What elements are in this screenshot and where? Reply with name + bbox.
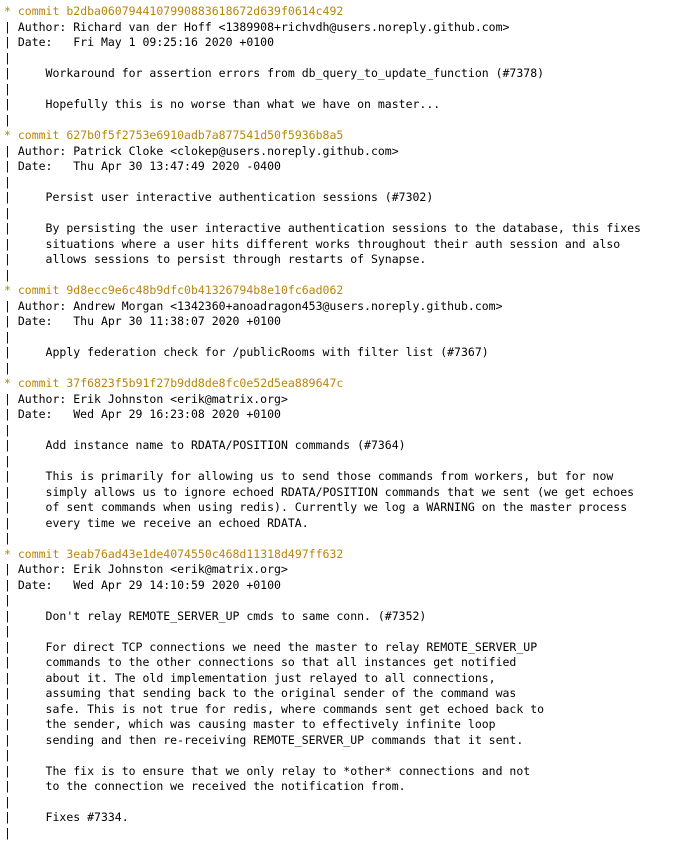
- graph-line-marker: |: [4, 795, 18, 809]
- graph-line-marker: |: [4, 392, 18, 406]
- graph-node-marker: *: [4, 128, 18, 142]
- blank-line: [4, 175, 692, 191]
- commit-body-text: Don't relay REMOTE_SERVER_UP cmds to same conn. (#7352): [18, 609, 427, 623]
- commit-body-text: to the connection we received the notification from.: [18, 779, 406, 793]
- graph-line-marker: |: [4, 35, 18, 49]
- commit-body-line: [4, 733, 692, 749]
- blank-line: [4, 826, 692, 841]
- commit-meta-text: Date: Wed Apr 29 14:10:59 2020 +0100: [18, 578, 281, 592]
- graph-line-marker: |: [4, 640, 18, 654]
- commit-meta-line: [4, 20, 692, 36]
- commit-meta-text: Author: Erik Johnston <erik@matrix.org>: [18, 562, 288, 576]
- graph-line-marker: |: [4, 144, 18, 158]
- graph-line-marker: |: [4, 562, 18, 576]
- commit-body-text: of sent commands when using redis). Currently we log a WARNING on the master process: [18, 500, 627, 514]
- graph-line-marker: |: [4, 531, 18, 545]
- graph-line-marker: |: [4, 159, 18, 173]
- blank-line: [4, 795, 692, 811]
- commit-body-text: sending and then re-receiving REMOTE_SERVER_UP commands that it sent.: [18, 733, 523, 747]
- commit-meta-text: Date: Wed Apr 29 16:23:08 2020 +0100: [18, 407, 281, 421]
- graph-line-marker: |: [4, 206, 18, 220]
- commit-meta-line: [4, 392, 692, 408]
- commit-body-line: [4, 516, 692, 532]
- commit-body-line: [4, 686, 692, 702]
- commit-keyword: commit: [18, 376, 60, 390]
- commit-line: [4, 4, 692, 20]
- blank-line: [4, 268, 692, 284]
- commit-body-line: [4, 671, 692, 687]
- graph-line-marker: |: [4, 655, 18, 669]
- commit-meta-line: [4, 578, 692, 594]
- graph-line-marker: |: [4, 407, 18, 421]
- commit-meta-line: [4, 159, 692, 175]
- graph-line-marker: |: [4, 423, 18, 437]
- commit-body-text: commands to the other connections so that all instances get notified: [18, 655, 517, 669]
- commit-body-text: simply allows us to ignore echoed RDATA/POSITION commands that we sent (we get echoes: [18, 485, 634, 499]
- commit-body-line: [4, 237, 692, 253]
- graph-line-marker: |: [4, 66, 18, 80]
- commit-meta-line: [4, 299, 692, 315]
- blank-line: [4, 113, 692, 129]
- graph-line-marker: |: [4, 516, 18, 530]
- commit-meta-line: [4, 407, 692, 423]
- commit-hash: 627b0f5f2753e6910adb7a877541d50f5936b8a5: [66, 128, 343, 142]
- graph-line-marker: |: [4, 51, 18, 65]
- graph-node-marker: *: [4, 547, 18, 561]
- commit-body-line: [4, 764, 692, 780]
- graph-line-marker: |: [4, 578, 18, 592]
- commit-body-line: [4, 779, 692, 795]
- commit-body-text: Add instance name to RDATA/POSITION commands (#7364): [18, 438, 406, 452]
- commit-meta-text: Date: Thu Apr 30 11:38:07 2020 +0100: [18, 314, 281, 328]
- blank-line: [4, 454, 692, 470]
- commit-meta-line: [4, 314, 692, 330]
- commit-body-text: about it. The old implementation just relayed to all connections,: [18, 671, 496, 685]
- blank-line: [4, 531, 692, 547]
- graph-node-marker: *: [4, 376, 18, 390]
- commit-body-text: Fixes #7334.: [18, 810, 129, 824]
- commit-keyword: commit: [18, 283, 60, 297]
- graph-line-marker: |: [4, 500, 18, 514]
- commit-body-line: [4, 500, 692, 516]
- graph-line-marker: |: [4, 485, 18, 499]
- graph-line-marker: |: [4, 252, 18, 266]
- blank-line: [4, 206, 692, 222]
- graph-line-marker: |: [4, 469, 18, 483]
- commit-body-text: Apply federation check for /publicRooms with filter list (#7367): [18, 345, 489, 359]
- graph-line-marker: |: [4, 609, 18, 623]
- commit-line: [4, 128, 692, 144]
- graph-line-marker: |: [4, 113, 18, 127]
- commit-keyword: commit: [18, 547, 60, 561]
- commit-meta-text: Author: Patrick Cloke <clokep@users.noreply.github.com>: [18, 144, 399, 158]
- graph-line-marker: |: [4, 826, 18, 840]
- graph-line-marker: |: [4, 671, 18, 685]
- commit-meta-text: Author: Richard van der Hoff <1389908+richvdh@users.noreply.github.com>: [18, 20, 510, 34]
- commit-meta-line: [4, 144, 692, 160]
- blank-line: [4, 593, 692, 609]
- commit-meta-line: [4, 562, 692, 578]
- blank-line: [4, 361, 692, 377]
- graph-node-marker: *: [4, 283, 18, 297]
- commit-line: [4, 376, 692, 392]
- commit-body-text: assuming that sending back to the original sender of the command was: [18, 686, 517, 700]
- graph-line-marker: |: [4, 624, 18, 638]
- commit-meta-text: Date: Thu Apr 30 13:47:49 2020 -0400: [18, 159, 281, 173]
- graph-line-marker: |: [4, 593, 18, 607]
- commit-body-line: [4, 717, 692, 733]
- commit-body-line: [4, 655, 692, 671]
- graph-line-marker: |: [4, 810, 18, 824]
- commit-body-text: This is primarily for allowing us to send those commands from workers, but for now: [18, 469, 613, 483]
- graph-node-marker: *: [4, 4, 18, 18]
- commit-body-line: [4, 221, 692, 237]
- commit-keyword: commit: [18, 128, 60, 142]
- commit-body-line: [4, 702, 692, 718]
- commit-body-line: [4, 485, 692, 501]
- commit-line: [4, 283, 692, 299]
- graph-line-marker: |: [4, 221, 18, 235]
- commit-hash: 9d8ecc9e6c48b9dfc0b41326794b8e10fc6ad062: [66, 283, 343, 297]
- commit-body-line: [4, 97, 692, 113]
- commit-body-line: [4, 252, 692, 268]
- commit-body-text: Workaround for assertion errors from db_query_to_update_function (#7378): [18, 66, 544, 80]
- graph-line-marker: |: [4, 733, 18, 747]
- graph-line-marker: |: [4, 361, 18, 375]
- commit-body-line: [4, 345, 692, 361]
- graph-line-marker: |: [4, 438, 18, 452]
- graph-line-marker: |: [4, 779, 18, 793]
- commit-body-line: [4, 190, 692, 206]
- blank-line: [4, 423, 692, 439]
- commit-meta-text: Author: Andrew Morgan <1342360+anoadragon453@users.noreply.github.com>: [18, 299, 503, 313]
- commit-meta-text: Author: Erik Johnston <erik@matrix.org>: [18, 392, 288, 406]
- commit-body-line: [4, 469, 692, 485]
- commit-body-text: situations where a user hits different works throughout their auth session and also: [18, 237, 620, 251]
- graph-line-marker: |: [4, 454, 18, 468]
- blank-line: [4, 624, 692, 640]
- graph-line-marker: |: [4, 299, 18, 313]
- commit-body-line: [4, 438, 692, 454]
- commit-body-text: allows sessions to persist through restarts of Synapse.: [18, 252, 427, 266]
- commit-hash: b2dba0607944107990883618672d639f0614c492: [66, 4, 343, 18]
- graph-line-marker: |: [4, 175, 18, 189]
- graph-line-marker: |: [4, 314, 18, 328]
- graph-line-marker: |: [4, 748, 18, 762]
- graph-line-marker: |: [4, 764, 18, 778]
- graph-line-marker: |: [4, 82, 18, 96]
- commit-body-line: [4, 66, 692, 82]
- commit-body-text: every time we receive an echoed RDATA.: [18, 516, 309, 530]
- commit-body-line: [4, 640, 692, 656]
- commit-meta-text: Date: Fri May 1 09:25:16 2020 +0100: [18, 35, 274, 49]
- graph-line-marker: |: [4, 345, 18, 359]
- blank-line: [4, 51, 692, 67]
- commit-keyword: commit: [18, 4, 60, 18]
- graph-line-marker: |: [4, 702, 18, 716]
- commit-body-line: [4, 810, 692, 826]
- commit-body-text: The fix is to ensure that we only relay to *other* connections and not: [18, 764, 530, 778]
- graph-line-marker: |: [4, 97, 18, 111]
- commit-body-text: the sender, which was causing master to effectively infinite loop: [18, 717, 496, 731]
- commit-body-text: By persisting the user interactive authentication sessions to the database, this fixes: [18, 221, 641, 235]
- graph-line-marker: |: [4, 686, 18, 700]
- commit-hash: 3eab76ad43e1de4074550c468d11318d497ff632: [66, 547, 343, 561]
- graph-line-marker: |: [4, 237, 18, 251]
- blank-line: [4, 748, 692, 764]
- commit-hash: 37f6823f5b91f27b9dd8de8fc0e52d5ea889647c: [66, 376, 343, 390]
- commit-body-text: For direct TCP connections we need the master to relay REMOTE_SERVER_UP: [18, 640, 537, 654]
- commit-line: [4, 547, 692, 563]
- commit-meta-line: [4, 35, 692, 51]
- commit-body-text: safe. This is not true for redis, where commands sent get echoed back to: [18, 702, 544, 716]
- commit-body-text: Persist user interactive authentication sessions (#7302): [18, 190, 433, 204]
- graph-line-marker: |: [4, 20, 18, 34]
- graph-line-marker: |: [4, 268, 18, 282]
- graph-line-marker: |: [4, 190, 18, 204]
- blank-line: [4, 330, 692, 346]
- blank-line: [4, 82, 692, 98]
- graph-line-marker: |: [4, 717, 18, 731]
- commit-body-line: [4, 609, 692, 625]
- commit-body-text: Hopefully this is no worse than what we have on master...: [18, 97, 440, 111]
- graph-line-marker: |: [4, 330, 18, 344]
